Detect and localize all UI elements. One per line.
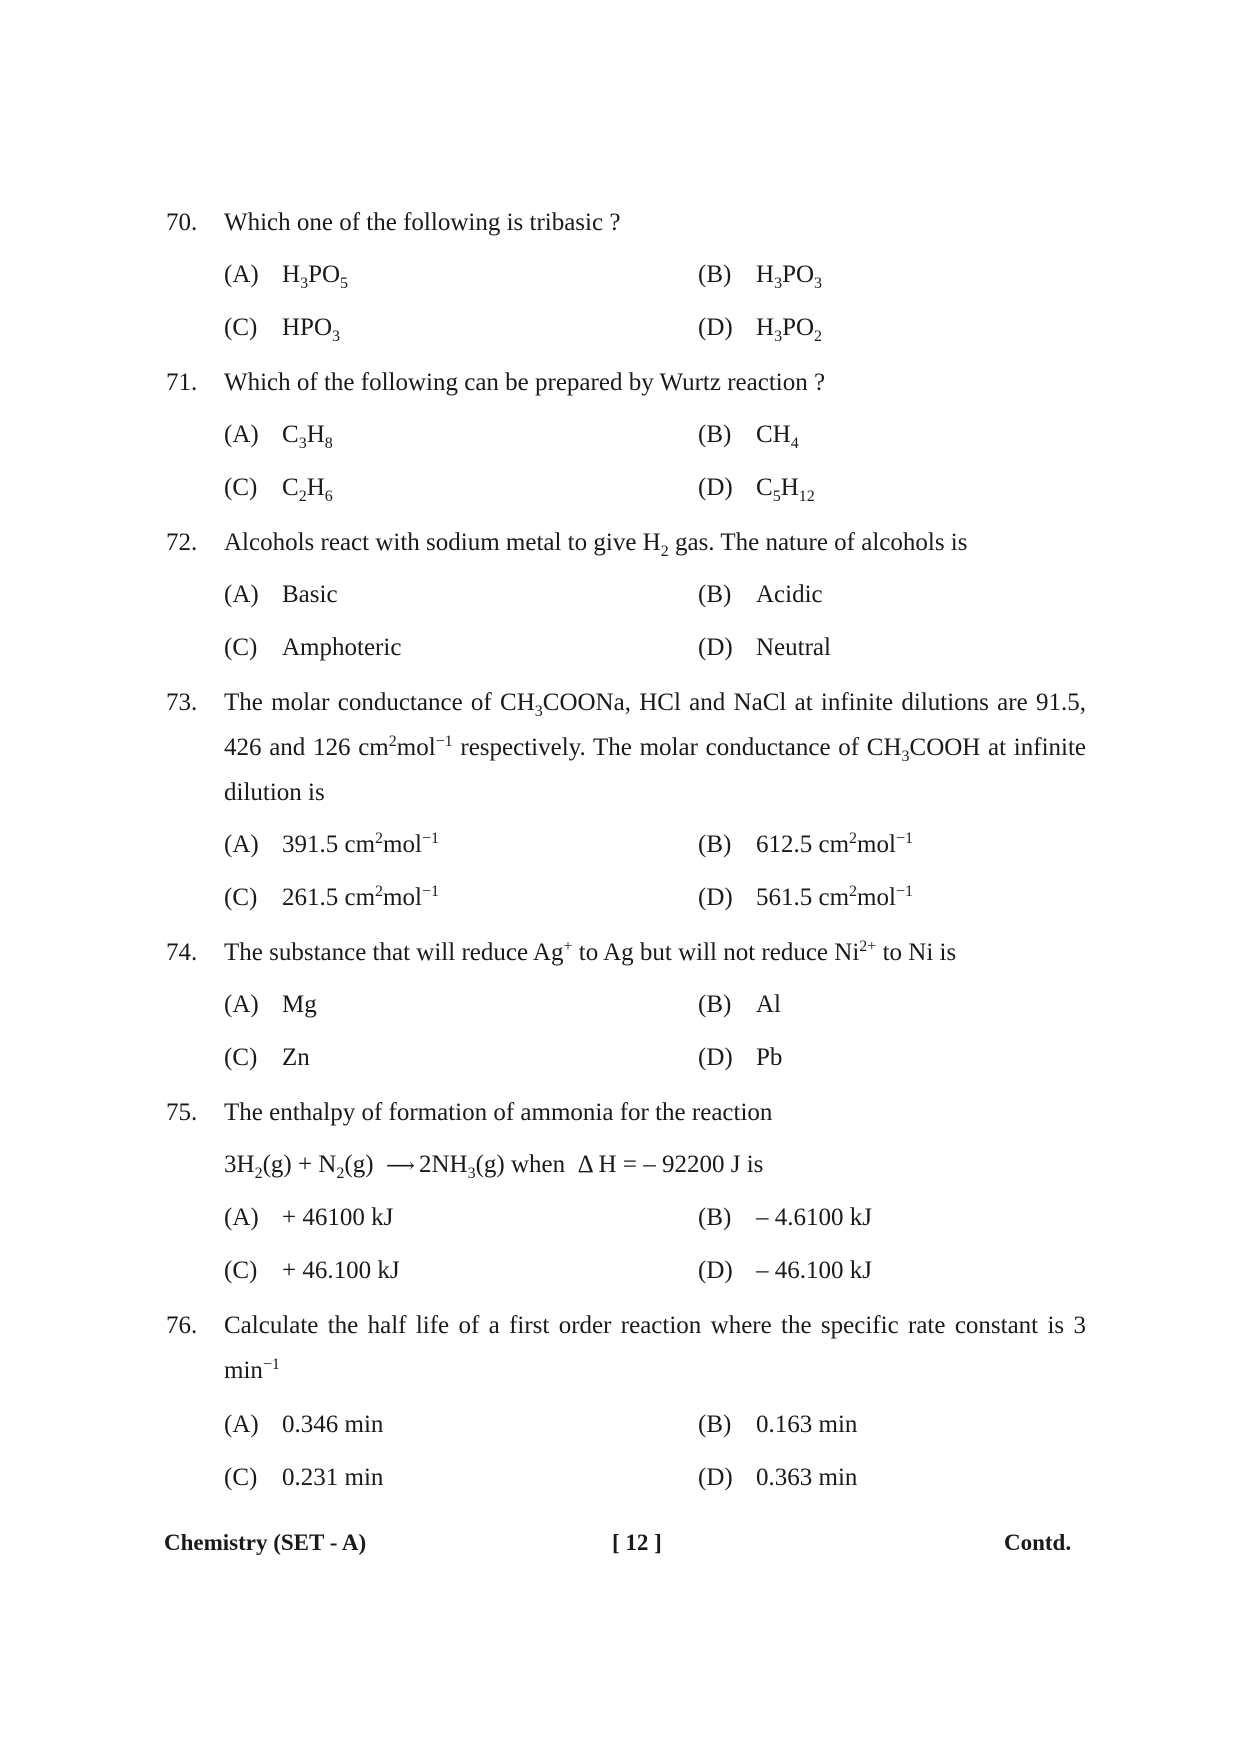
option-c: (C) 261.5 $cm^2mol^{-1}$ [224, 883, 439, 911]
option-value: Amphoteric [282, 634, 402, 661]
option-d: (D) 561.5 $cm^2mol^{-1}$ [698, 883, 913, 911]
option-a: (A) Basic [224, 581, 338, 608]
option-d: (D) $C_5H_{12}$ [698, 474, 815, 505]
option-d: (D) 0.363 min [698, 1464, 858, 1491]
option-value: 0.363 min [756, 1464, 858, 1491]
option-b: (B) 612.5 $cm^2mol^{-1}$ [698, 830, 913, 858]
option-c: (C) $HPO_3$ [224, 314, 341, 345]
question-71 [166, 360, 1086, 405]
option-value: 0.346 min [282, 1411, 384, 1438]
option-c: (C) $C_2H_6$ [224, 474, 333, 505]
option-value: $HPO_3$ [282, 314, 341, 345]
option-a: (A) 391.5 $cm^2mol^{-1}$ [224, 830, 439, 858]
option-c: (C) Zn [224, 1044, 310, 1071]
option-value: – 46.100 kJ [756, 1257, 872, 1284]
option-value: Neutral [756, 634, 831, 661]
option-value: Mg [282, 991, 317, 1018]
option-value: 0.231 min [282, 1464, 384, 1491]
option-value: 391.5 $cm^2mol^{-1}$ [282, 830, 439, 858]
question-text: Alcohols react with sodium metal to give $H_2$ gas. The nature of alcohols is [224, 529, 968, 560]
option-b: (B) $H_3PO_3$ [698, 261, 823, 292]
question-number: 70. [166, 209, 198, 236]
question-number: 73. [166, 689, 198, 716]
option-value: $CH_4$ [756, 421, 799, 452]
question-number: 74. [166, 939, 198, 966]
option-c: (C) + 46.100 kJ [224, 1257, 400, 1284]
option-d: (D) Pb [698, 1044, 783, 1071]
option-value: + 46100 kJ [282, 1204, 394, 1231]
option-value: Pb [756, 1044, 783, 1071]
option-a: (A) 0.346 min [224, 1411, 384, 1438]
option-b: (B) Acidic [698, 581, 823, 608]
option-value: $C_3H_8$ [282, 421, 333, 452]
option-value: – 4.6100 kJ [756, 1204, 872, 1231]
reaction-equation: $3H_2(g) + N_2(g)$ ⟶ $2NH_3(g)$ when Δ H = – 92200 J is [224, 1151, 764, 1182]
question-number: 76. [166, 1312, 198, 1339]
option-a: (A) Mg [224, 991, 317, 1018]
option-value: $H_3PO_2$ [756, 314, 823, 345]
option-value: $C_2H_6$ [282, 474, 333, 505]
option-d: (D) Neutral [698, 634, 831, 661]
option-b: (B) $CH_4$ [698, 421, 799, 452]
option-value: Basic [282, 581, 338, 608]
question-text: The substance that will reduce Ag+ to Ag but will not reduce $Ni^{2+}$ to Ni is [224, 938, 957, 966]
option-b: (B) Al [698, 991, 781, 1018]
question-number: 71. [166, 369, 198, 396]
option-d: (D) $H_3PO_2$ [698, 314, 823, 345]
option-value: 261.5 $cm^2mol^{-1}$ [282, 883, 439, 911]
option-d: (D) – 46.100 kJ [698, 1257, 872, 1284]
option-a: (A) $C_3H_8$ [224, 421, 333, 452]
question-73 [166, 680, 1086, 815]
option-value: $C_5H_{12}$ [756, 474, 815, 505]
question-number: 75. [166, 1099, 198, 1126]
question-76 [166, 1303, 1086, 1393]
option-b: (B) – 4.6100 kJ [698, 1204, 872, 1231]
option-c: (C) 0.231 min [224, 1464, 384, 1491]
question-text: The molar conductance of $CH_3COONa$, HCl and NaCl at infinite dilutions are 91.5, 426 and 126 $cm^2mol^{-1}$ respectively. The molar conductance of $CH_3COOH$ at infinite dilution is [224, 689, 1087, 806]
option-a: (A) $H_3PO_5$ [224, 261, 349, 292]
question-72 [166, 520, 1086, 565]
option-value: 612.5 $cm^2mol^{-1}$ [756, 830, 913, 858]
question-75 [166, 1090, 1086, 1135]
question-text: The enthalpy of formation of ammonia for the reaction [224, 1099, 773, 1126]
option-value: 561.5 $cm^2mol^{-1}$ [756, 883, 913, 911]
option-value: + 46.100 kJ [282, 1257, 400, 1284]
question-text: Which of the following can be prepared by Wurtz reaction ? [224, 369, 826, 396]
option-value: Al [756, 991, 781, 1018]
footer-subject: Chemistry (SET - A) [164, 1530, 367, 1555]
question-text: Calculate the half life of a first order reaction where the specific rate constant is 3 $\min^{-1}$ [224, 1312, 1086, 1384]
option-value: Zn [282, 1044, 310, 1071]
option-value: Acidic [756, 581, 823, 608]
question-text: Which one of the following is tribasic ? [224, 209, 621, 236]
question-74 [166, 930, 1086, 975]
footer-contd: Contd. [1004, 1530, 1072, 1555]
option-b: (B) 0.163 min [698, 1411, 858, 1438]
option-value: $H_3PO_3$ [756, 261, 823, 292]
question-number: 72. [166, 529, 198, 556]
option-value: $H_3PO_5$ [282, 261, 349, 292]
option-value: 0.163 min [756, 1411, 858, 1438]
page-number: [ 12 ] [612, 1530, 662, 1555]
question-70 [166, 200, 1086, 245]
option-c: (C) Amphoteric [224, 634, 402, 661]
option-a: (A) + 46100 kJ [224, 1204, 394, 1231]
